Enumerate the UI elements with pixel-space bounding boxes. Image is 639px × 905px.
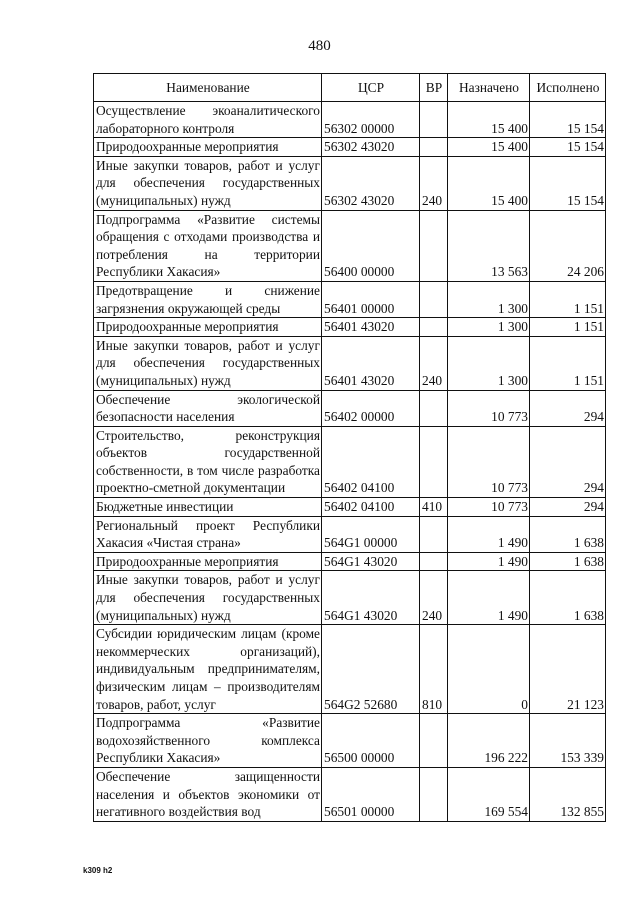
row-name: Иные закупки товаров, работ и услуг для обеспечения государственных (муниципальных) нужд	[94, 571, 322, 625]
row-name: Подпрограмма «Развитие водохозяйственного комплекса Республики Хакасия»	[94, 714, 322, 768]
table-row	[94, 336, 606, 390]
row-assigned: 15 400	[448, 156, 530, 210]
row-vr	[420, 426, 448, 497]
row-executed: 1 151	[530, 281, 606, 317]
row-vr	[420, 714, 448, 768]
row-vr	[420, 767, 448, 821]
page-number: 480	[308, 38, 331, 54]
row-executed: 21 123	[530, 625, 606, 714]
row-name: Обеспечение экологической безопасности населения	[94, 390, 322, 426]
table-row	[94, 498, 606, 517]
row-name: Природоохранные мероприятия	[94, 138, 322, 157]
header-assigned: Назначено	[448, 74, 530, 102]
table-row	[94, 138, 606, 157]
row-csr: 56402 04100	[322, 426, 420, 497]
table-row	[94, 156, 606, 210]
row-name: Региональный проект Республики Хакасия «Чистая страна»	[94, 516, 322, 552]
row-assigned: 13 563	[448, 210, 530, 281]
row-csr: 564G1 43020	[322, 571, 420, 625]
row-executed: 294	[530, 390, 606, 426]
table-row	[94, 281, 606, 317]
header-name: Наименование	[94, 74, 322, 102]
row-name: Осуществление экоаналитического лабораторного контроля	[94, 102, 322, 138]
row-assigned: 1 490	[448, 552, 530, 571]
row-executed: 1 638	[530, 552, 606, 571]
table-row	[94, 552, 606, 571]
table-row	[94, 210, 606, 281]
row-vr	[420, 281, 448, 317]
row-assigned: 10 773	[448, 426, 530, 497]
row-executed: 24 206	[530, 210, 606, 281]
row-assigned: 1 300	[448, 318, 530, 337]
row-executed: 294	[530, 498, 606, 517]
row-vr	[420, 102, 448, 138]
row-vr	[420, 390, 448, 426]
row-assigned: 15 400	[448, 102, 530, 138]
row-vr: 240	[420, 156, 448, 210]
table-header-row	[94, 74, 606, 102]
row-csr: 56400 00000	[322, 210, 420, 281]
table-row	[94, 102, 606, 138]
row-csr: 56302 43020	[322, 138, 420, 157]
table-row	[94, 390, 606, 426]
row-executed: 15 154	[530, 138, 606, 157]
row-name: Обеспечение защищенности населения и объектов экономики от негативного воздействия вод	[94, 767, 322, 821]
row-assigned: 15 400	[448, 138, 530, 157]
row-name: Строительство, реконструкция объектов государственной собственности, в том числе разработка проектно-сметной документации	[94, 426, 322, 497]
row-csr: 56401 43020	[322, 318, 420, 337]
row-name: Иные закупки товаров, работ и услуг для обеспечения государственных (муниципальных) нужд	[94, 336, 322, 390]
row-csr: 56500 00000	[322, 714, 420, 768]
row-assigned: 1 490	[448, 571, 530, 625]
row-csr: 56302 43020	[322, 156, 420, 210]
footer-code: k309 h2	[83, 866, 113, 875]
row-assigned: 1 490	[448, 516, 530, 552]
row-vr: 240	[420, 336, 448, 390]
row-vr	[420, 516, 448, 552]
row-executed: 1 151	[530, 336, 606, 390]
table-body	[94, 102, 606, 822]
budget-table	[93, 73, 606, 822]
row-vr: 810	[420, 625, 448, 714]
row-executed: 1 151	[530, 318, 606, 337]
row-vr: 410	[420, 498, 448, 517]
row-executed: 1 638	[530, 516, 606, 552]
row-csr: 56402 04100	[322, 498, 420, 517]
row-vr	[420, 138, 448, 157]
row-executed: 1 638	[530, 571, 606, 625]
table-row	[94, 318, 606, 337]
row-executed: 15 154	[530, 102, 606, 138]
table-row	[94, 426, 606, 497]
row-assigned: 1 300	[448, 336, 530, 390]
row-name: Природоохранные мероприятия	[94, 318, 322, 337]
row-name: Иные закупки товаров, работ и услуг для обеспечения государственных (муниципальных) нужд	[94, 156, 322, 210]
row-name: Предотвращение и снижение загрязнения окружающей среды	[94, 281, 322, 317]
row-executed: 15 154	[530, 156, 606, 210]
row-csr: 564G1 43020	[322, 552, 420, 571]
row-csr: 56302 00000	[322, 102, 420, 138]
row-executed: 294	[530, 426, 606, 497]
row-executed: 132 855	[530, 767, 606, 821]
row-csr: 56401 43020	[322, 336, 420, 390]
row-csr: 56501 00000	[322, 767, 420, 821]
header-vr: ВР	[420, 74, 448, 102]
row-name: Бюджетные инвестиции	[94, 498, 322, 517]
row-csr: 56402 00000	[322, 390, 420, 426]
row-assigned: 169 554	[448, 767, 530, 821]
header-csr: ЦСР	[322, 74, 420, 102]
row-executed: 153 339	[530, 714, 606, 768]
table-row	[94, 516, 606, 552]
row-vr	[420, 318, 448, 337]
row-assigned: 10 773	[448, 498, 530, 517]
row-name: Субсидии юридическим лицам (кроме некоммерческих организаций), индивидуальным предпринимателям, физическим лицам – производителям товаров, работ, услуг	[94, 625, 322, 714]
row-vr	[420, 552, 448, 571]
row-vr: 240	[420, 571, 448, 625]
row-name: Подпрограмма «Развитие системы обращения с отходами производства и потребления на территории Республики Хакасия»	[94, 210, 322, 281]
header-executed: Исполнено	[530, 74, 606, 102]
table-row	[94, 714, 606, 768]
row-csr: 56401 00000	[322, 281, 420, 317]
row-assigned: 0	[448, 625, 530, 714]
table-row	[94, 767, 606, 821]
row-assigned: 1 300	[448, 281, 530, 317]
row-csr: 564G1 00000	[322, 516, 420, 552]
row-assigned: 196 222	[448, 714, 530, 768]
table-row	[94, 625, 606, 714]
table-row	[94, 571, 606, 625]
row-assigned: 10 773	[448, 390, 530, 426]
row-name: Природоохранные мероприятия	[94, 552, 322, 571]
row-vr	[420, 210, 448, 281]
row-csr: 564G2 52680	[322, 625, 420, 714]
